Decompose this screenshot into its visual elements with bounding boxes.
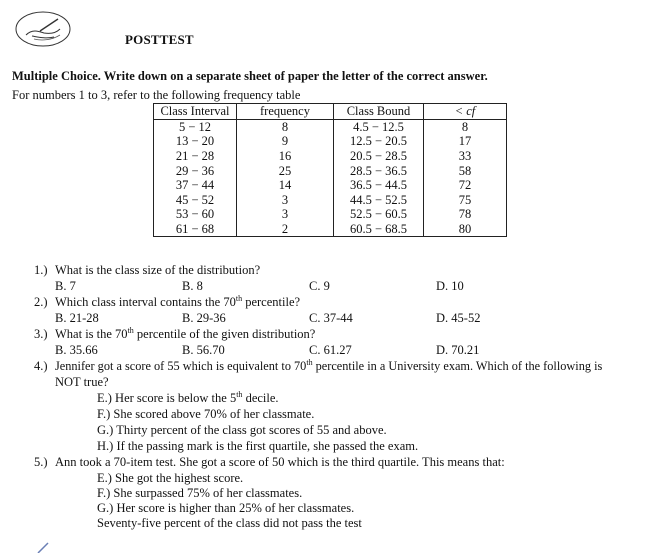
cell-bound: 28.5 − 36.5	[334, 163, 424, 178]
cell-bound: 20.5 − 28.5	[334, 149, 424, 164]
question-number: 4.)	[34, 359, 48, 373]
cell-bound: 4.5 − 12.5	[334, 119, 424, 134]
table-row	[154, 134, 507, 149]
option: B. 29-36	[182, 311, 226, 325]
table-row	[154, 119, 507, 134]
option: B. 8	[182, 279, 203, 293]
text-part: Which class interval contains the 70	[55, 295, 236, 309]
header-class-bound: Class Bound	[334, 104, 424, 120]
frequency-table	[153, 103, 507, 237]
cell-interval: 29 − 36	[154, 163, 237, 178]
question-text-line2: NOT true?	[55, 375, 109, 389]
instructions: Multiple Choice. Write down on a separate sheet of paper the letter of the correct answer.	[12, 69, 488, 83]
cell-interval: 5 − 12	[154, 119, 237, 134]
option: B. 56.70	[182, 343, 225, 357]
cell-interval: 53 − 60	[154, 207, 237, 222]
question-text	[55, 359, 602, 374]
cell-frequency: 16	[237, 149, 334, 164]
question-number: 3.)	[34, 327, 48, 341]
option: D. 10	[436, 279, 464, 293]
table-header-row	[154, 104, 507, 120]
choice: H.) If the passing mark is the first quartile, she passed the exam.	[97, 439, 419, 453]
choice: F.) She surpassed 75% of her classmates.	[97, 486, 303, 500]
question-text	[55, 295, 300, 310]
option: B. 35.66	[55, 343, 98, 357]
question-text	[55, 327, 315, 342]
cell-cf: 8	[424, 119, 507, 134]
cell-frequency: 3	[237, 193, 334, 208]
cell-cf: 75	[424, 193, 507, 208]
cell-bound: 12.5 − 20.5	[334, 134, 424, 149]
cell-bound: 44.5 − 52.5	[334, 193, 424, 208]
cell-frequency: 8	[237, 119, 334, 134]
choice: F.) She scored above 70% of her classmate.	[97, 407, 315, 421]
choice: Seventy-five percent of the class did not pass the test	[97, 516, 362, 530]
cell-cf: 80	[424, 222, 507, 237]
text-part: What is the 70	[55, 327, 128, 341]
cell-bound: 60.5 − 68.5	[334, 222, 424, 237]
text-part: Jennifer got a score of 55 which is equivalent to 70	[55, 359, 307, 373]
table-row	[154, 193, 507, 208]
text-part: percentile of the given distribution?	[133, 327, 316, 341]
superscript: th	[236, 390, 243, 399]
cell-bound: 36.5 − 44.5	[334, 178, 424, 193]
header-cumulative-frequency: < cf	[424, 104, 507, 120]
cell-interval: 61 − 68	[154, 222, 237, 237]
option: D. 70.21	[436, 343, 480, 357]
cell-frequency: 9	[237, 134, 334, 149]
option: B. 21-28	[55, 311, 99, 325]
option: B. 7	[55, 279, 76, 293]
cell-cf: 78	[424, 207, 507, 222]
table-row	[154, 222, 507, 237]
choice	[97, 391, 279, 406]
table-row	[154, 207, 507, 222]
cell-cf: 58	[424, 163, 507, 178]
question-number: 1.)	[34, 263, 48, 277]
question-text: What is the class size of the distribution?	[55, 263, 261, 277]
text-part: percentile?	[242, 295, 301, 309]
text-part: decile.	[242, 391, 279, 405]
table-row	[154, 149, 507, 164]
corner-mark-icon	[36, 541, 50, 553]
cell-frequency: 25	[237, 163, 334, 178]
table-row	[154, 178, 507, 193]
choice: G.) Her score is higher than 25% of her classmates.	[97, 501, 355, 515]
page-title: POSTTEST	[125, 32, 194, 47]
cell-frequency: 3	[237, 207, 334, 222]
cell-cf: 33	[424, 149, 507, 164]
option: C. 37-44	[309, 311, 353, 325]
cell-frequency: 14	[237, 178, 334, 193]
header-frequency: frequency	[237, 104, 334, 120]
superscript: th	[127, 326, 134, 335]
cell-cf: 17	[424, 134, 507, 149]
cell-bound: 52.5 − 60.5	[334, 207, 424, 222]
choice: G.) Thirty percent of the class got scores of 55 and above.	[97, 423, 387, 437]
option: C. 9	[309, 279, 330, 293]
option: D. 45-52	[436, 311, 481, 325]
superscript: th	[306, 358, 313, 367]
cell-interval: 37 − 44	[154, 178, 237, 193]
cell-interval: 45 − 52	[154, 193, 237, 208]
table-intro: For numbers 1 to 3, refer to the following frequency table	[12, 88, 301, 102]
question-text: Ann took a 70-item test. She got a score of 50 which is the third quartile. This means that:	[55, 455, 505, 469]
hand-writing-logo-icon	[14, 9, 72, 49]
table-row	[154, 163, 507, 178]
choice: E.) She got the highest score.	[97, 471, 244, 485]
option: C. 61.27	[309, 343, 352, 357]
header-class-interval: Class Interval	[154, 104, 237, 120]
cell-interval: 21 − 28	[154, 149, 237, 164]
cell-frequency: 2	[237, 222, 334, 237]
question-number: 2.)	[34, 295, 48, 309]
text-part: percentile in a University exam. Which of the following is	[312, 359, 603, 373]
text-part: E.) Her score is below the 5	[97, 391, 237, 405]
superscript: th	[235, 294, 243, 303]
question-number: 5.)	[34, 455, 48, 469]
cell-cf: 72	[424, 178, 507, 193]
cell-interval: 13 − 20	[154, 134, 237, 149]
